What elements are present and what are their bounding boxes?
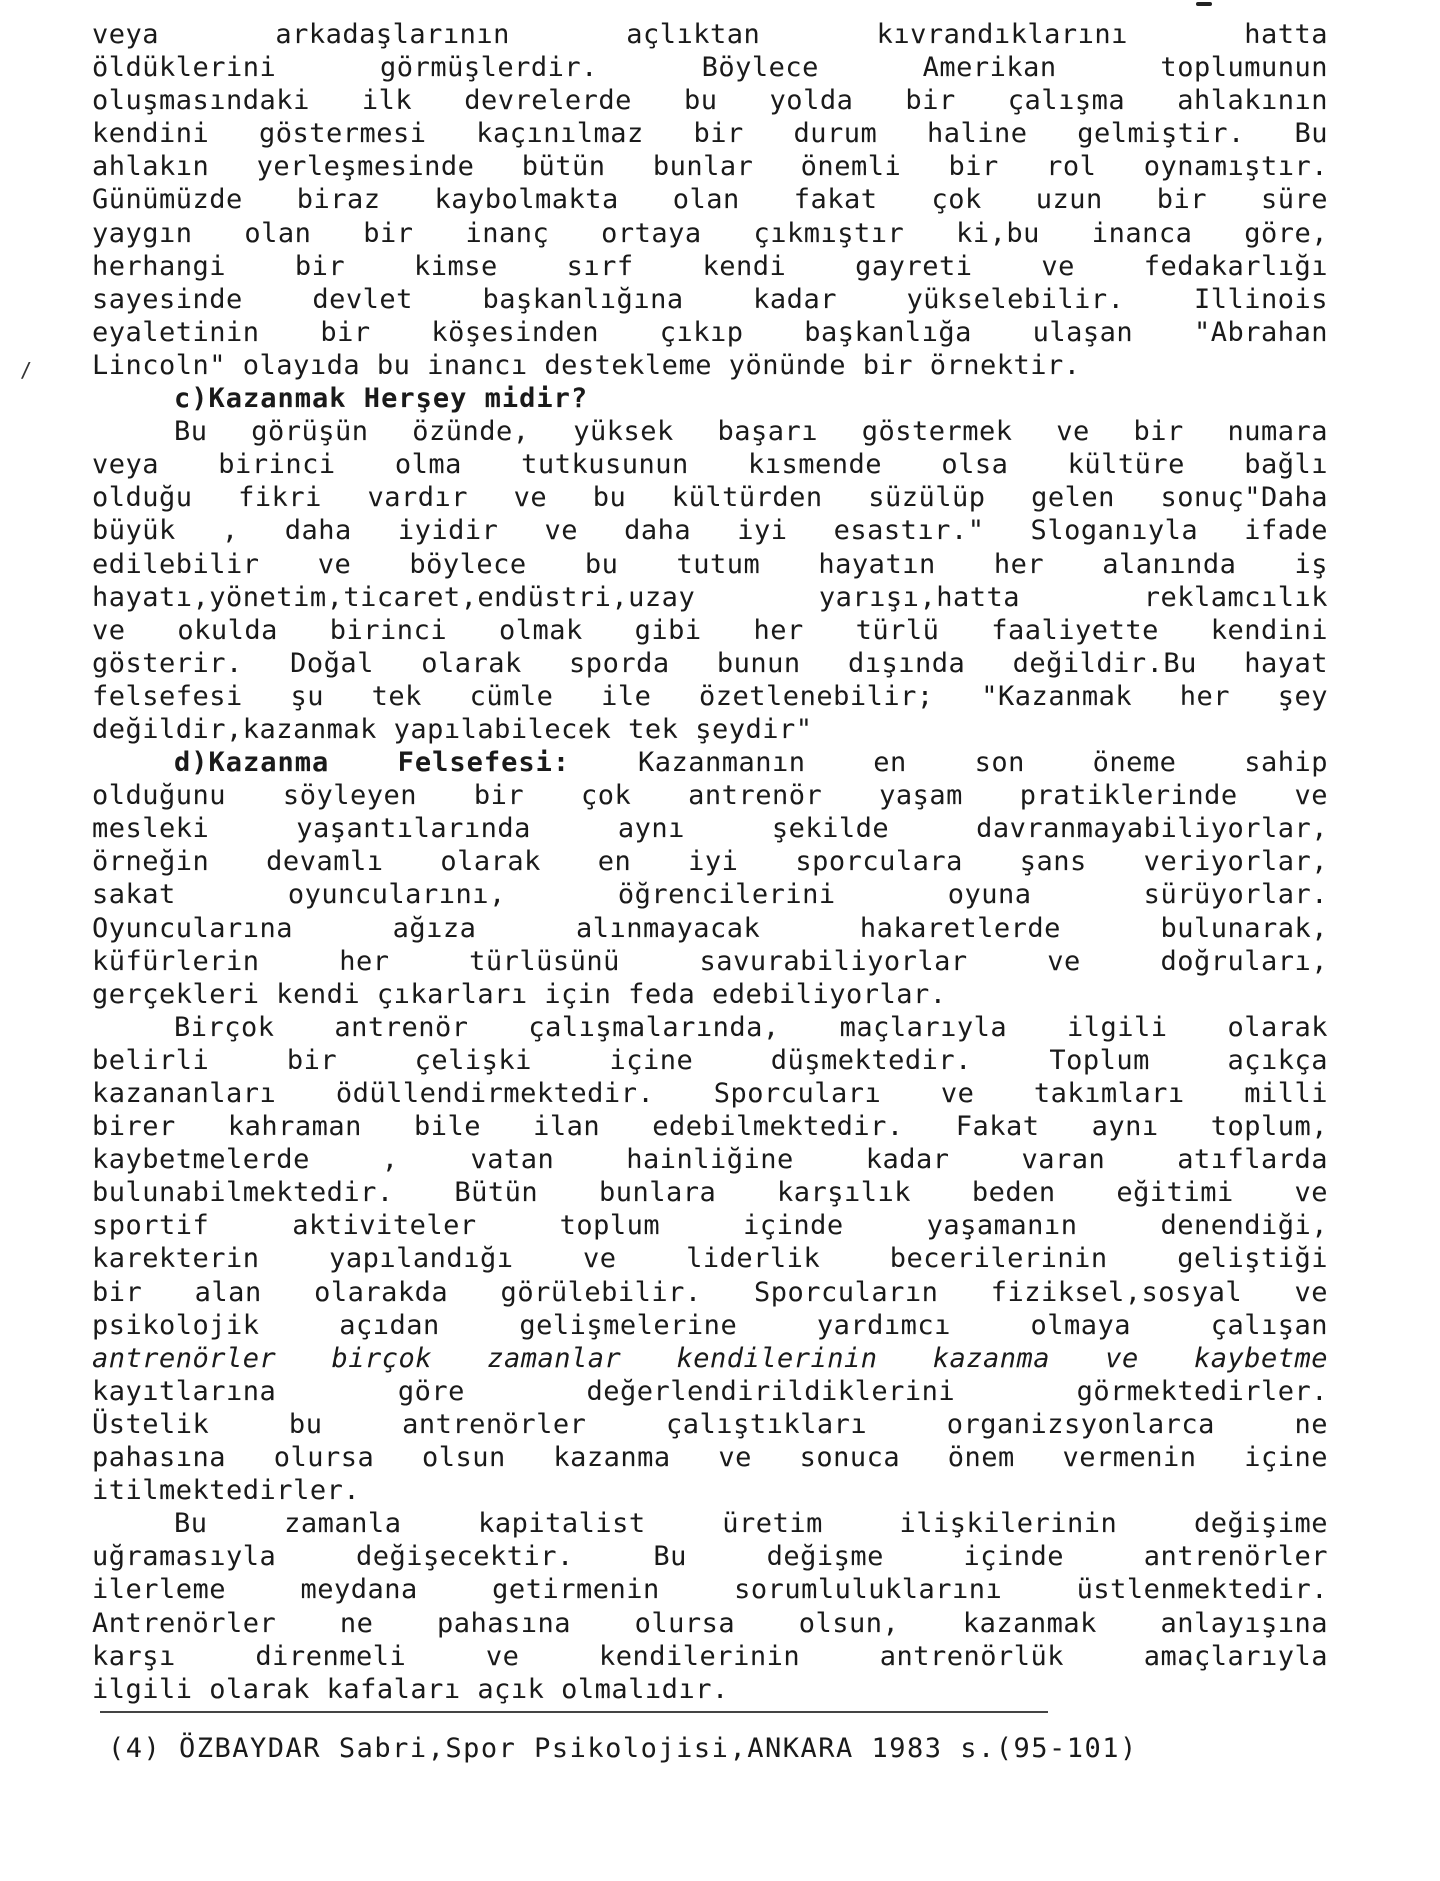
text-line: ilgili olarak kafaları açık olmalıdır. [92, 1673, 729, 1705]
text-line: Antrenörler ne pahasına olursa olsun, kazanmak anlayışına [92, 1607, 1328, 1639]
section-c-paragraph-end [92, 713, 1328, 746]
text-line: gösterir. Doğal olarak sporda bunun dışında değildir.Bu hayat [92, 647, 1328, 679]
text-line: uğramasıyla değişecektir. Bu değişme içinde antrenörler [92, 1541, 1328, 1573]
text-line: felsefesi şu tek cümle ile özetlenebilir; "Kazanmak her şey [92, 680, 1328, 712]
section-lead: d)Kazanma Felsefesi: [174, 747, 571, 779]
scan-mark [1196, 2, 1212, 6]
text-line: kaybetmelerde , vatan hainliğine kadar varan atıflarda [92, 1144, 1328, 1176]
text-line: olduğu fikri vardır ve bu kültürden süzülüp gelen sonuç"Daha [92, 482, 1328, 514]
section-d-paragraph [92, 746, 1328, 978]
text-line: öldüklerini görmüşlerdir. Böylece Amerikan toplumunun [92, 52, 1328, 84]
text-line: Birçok antrenör çalışmalarında, maçlarıyla ilgili olarak [174, 1011, 1328, 1043]
text-line: itilmektedirler. [92, 1475, 361, 1507]
text-line: veya arkadaşlarının açlıktan kıvrandıklarını hatta [92, 19, 1328, 50]
body-text [92, 18, 1328, 1706]
text-line: psikolojik açıdan gelişmelerine yardımcı olmaya çalışan [92, 1309, 1328, 1341]
text-line: sakat oyuncularını, öğrencilerini oyuna sürüyorlar. [92, 879, 1328, 911]
section-d-first-line [92, 746, 1328, 779]
text-line: Üstelik bu antrenörler çalıştıkları organizsyonlarca ne [92, 1408, 1328, 1440]
text-line: sportif aktiviteler toplum içinde yaşamanın denendiği, [92, 1210, 1328, 1242]
capitalist-paragraph [92, 1507, 1328, 1672]
margin-tick: / [20, 358, 33, 382]
text-line: birer kahraman bile ilan edebilmektedir. Fakat aynı toplum, [92, 1111, 1328, 1143]
capitalist-paragraph-end [92, 1673, 1328, 1706]
text-line: pahasına olursa olsun kazanma ve sonuca önem vermenin içine [92, 1442, 1328, 1474]
text-line: Bu zamanla kapitalist üretim ilişkilerinin değişime [174, 1508, 1328, 1540]
text-line: veya birinci olma tutkusunun kısmende olsa kültüre bağlı [92, 449, 1328, 481]
coaches-paragraph [92, 1011, 1328, 1474]
footnote: (4) ÖZBAYDAR Sabri,Spor Psikolojisi,ANKARA 1983 s.(95-101) [108, 1733, 1138, 1764]
text-line: oluşmasındaki ilk devrelerde bu yolda bir çalışma ahlakının [92, 85, 1328, 117]
coaches-paragraph-end [92, 1474, 1328, 1507]
text-line: değildir,kazanmak yapılabilecek tek şeydir" [92, 713, 813, 745]
text-line: kayıtlarına göre değerlendirildiklerini görmektedirler. [92, 1375, 1328, 1407]
section-c-heading [92, 382, 1328, 415]
text-line: kazananları ödüllendirmektedir. Sporcuları ve takımları milli [92, 1078, 1328, 1109]
text-line: hayatı,yönetim,ticaret,endüstri,uzay yarışı,hatta reklamcılık [92, 581, 1328, 613]
text-line: karşı direnmeli ve kendilerinin antrenörlük amaçlarıyla [92, 1640, 1328, 1672]
text-line: yaygın olan bir inanç ortaya çıkmıştır ki,bu inanca göre, [92, 217, 1328, 249]
text-line: Oyuncularına ağıza alınmayacak hakaretlerde bulunarak, [92, 912, 1328, 944]
text-line: karekterin yapılandığı ve liderlik becerilerinin geliştiği [92, 1243, 1328, 1275]
text-line: herhangi bir kimse sırf kendi gayreti ve fedakarlığı [92, 250, 1328, 282]
intro-paragraph [92, 18, 1328, 349]
text-line: Günümüzde biraz kaybolmakta olan fakat çok uzun bir süre [92, 184, 1328, 216]
text-line: edilebilir ve böylece bu tutum hayatın her alanında iş [92, 548, 1328, 580]
text-line: kendini göstermesi kaçınılmaz bir durum haline gelmiştir. Bu [92, 118, 1328, 150]
text-line: mesleki yaşantılarında aynı şekilde davranmayabiliyorlar, [92, 813, 1328, 845]
text-line: ilerleme meydana getirmenin sorumluluklarını üstlenmektedir. [92, 1574, 1328, 1606]
section-d-paragraph-end [92, 978, 1328, 1011]
text-line: küfürlerin her türlüsünü savurabiliyorlar ve doğruları, [92, 945, 1328, 977]
section-heading: c)Kazanmak Herşey midir? [174, 383, 589, 415]
text-line: Bu görüşün özünde, yüksek başarı göstermek ve bir numara [174, 416, 1328, 448]
text-line: olduğunu söyleyen bir çok antrenör yaşam pratiklerinde ve [92, 780, 1328, 812]
section-c-paragraph [92, 415, 1328, 713]
text-line: gerçekleri kendi çıkarları için feda edebiliyorlar. [92, 978, 947, 1010]
footnote-divider [100, 1711, 1048, 1713]
text-line: örneğin devamlı olarak en iyi sporculara şans veriyorlar, [92, 846, 1328, 878]
text-fragment: Kazanmanın en son öneme sahip [637, 747, 1329, 779]
intro-paragraph-end [92, 349, 1328, 382]
text-line: eyaletinin bir köşesinden çıkıp başkanlığa ulaşan "Abrahan [92, 316, 1328, 348]
text-line: ve okulda birinci olmak gibi her türlü faaliyette kendini [92, 614, 1328, 646]
text-line: Lincoln" olayıda bu inancı destekleme yönünde bir örnektir. [92, 349, 1081, 381]
italic-line: antrenörler birçok zamanlar kendilerinin kazanma ve kaybetme [92, 1342, 1328, 1374]
text-line: bir alan olarakda görülebilir. Sporcuların fiziksel,sosyal ve [92, 1276, 1328, 1308]
text-line: büyük , daha iyidir ve daha iyi esastır." Sloganıyla ifade [92, 515, 1328, 547]
text-line: belirli bir çelişki içine düşmektedir. Toplum açıkça [92, 1044, 1328, 1076]
text-line: bulunabilmektedir. Bütün bunlara karşılık beden eğitimi ve [92, 1177, 1328, 1209]
text-line: sayesinde devlet başkanlığına kadar yükselebilir. Illinois [92, 283, 1328, 315]
text-line: ahlakın yerleşmesinde bütün bunlar önemli bir rol oynamıştır. [92, 151, 1328, 183]
